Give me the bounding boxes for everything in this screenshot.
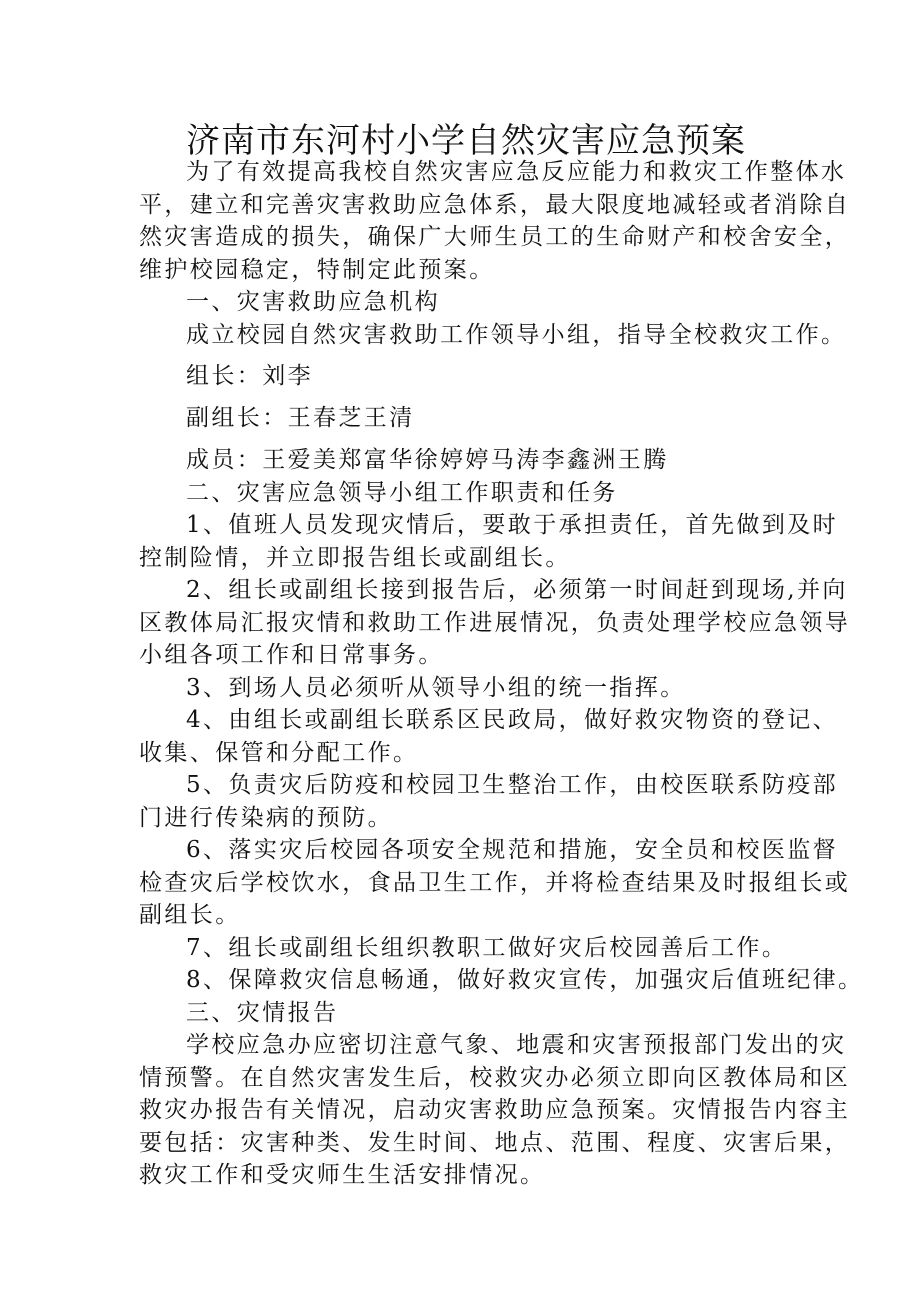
section2-item7: 7、组长或副组长组织教职工做好灾后校园善后工作。 bbox=[186, 935, 788, 961]
section2-item5-line-1: 5、负责灾后防疫和校园卫生整治工作，由校医联系防疫部 bbox=[186, 772, 839, 798]
section3-heading: 三、灾情报告 bbox=[186, 1000, 339, 1026]
section1-leader: 组长：刘李 bbox=[186, 363, 313, 389]
section3-line-3: 救灾办报告有关情况，启动灾害救助应急预案。灾情报告内容主 bbox=[139, 1097, 851, 1123]
section2-item8: 8、保障救灾信息畅通，做好救灾宣传，加强灾后值班纪律。 bbox=[186, 967, 864, 993]
intro-line-4: 维护校园稳定，特制定此预案。 bbox=[139, 257, 495, 283]
section3-line-1: 学校应急办应密切注意气象、地震和灾害预报部门发出的灾 bbox=[186, 1032, 847, 1058]
section2-item4-line-1: 4、由组长或副组长联系区民政局，做好救灾物资的登记、 bbox=[186, 707, 839, 733]
section2-item6-line-2: 检查灾后学校饮水，食品卫生工作，并将检查结果及时报组长或 bbox=[139, 870, 851, 896]
document-title: 济南市东河村小学自然灾害应急预案 bbox=[186, 121, 746, 161]
section2-item1-line-2: 控制险情，并立即报告组长或副组长。 bbox=[139, 545, 571, 571]
section2-item1-line-1: 1、值班人员发现灾情后，要敢于承担责任，首先做到及时 bbox=[186, 512, 839, 538]
section3-line-5: 救灾工作和受灾师生生活安排情况。 bbox=[139, 1162, 546, 1188]
section2-item4-line-2: 收集、保管和分配工作。 bbox=[139, 740, 419, 766]
intro-line-1: 为了有效提高我校自然灾害应急反应能力和救灾工作整体水 bbox=[186, 159, 847, 185]
section2-heading: 二、灾害应急领导小组工作职责和任务 bbox=[186, 480, 618, 506]
intro-line-2: 平，建立和完善灾害救助应急体系，最大限度地减轻或者消除自 bbox=[139, 192, 851, 218]
section2-item2-line-2: 区教体局汇报灾情和救助工作进展情况，负责处理学校应急领导 bbox=[139, 610, 851, 636]
section1-vice-leader: 副组长：王春芝王清 bbox=[186, 405, 415, 431]
section3-line-2: 情预警。在自然灾害发生后，校救灾办必须立即向区教体局和区 bbox=[139, 1065, 851, 1091]
section2-item5-line-2: 门进行传染病的预防。 bbox=[139, 805, 393, 831]
section1-heading: 一、灾害救助应急机构 bbox=[186, 289, 440, 315]
section2-item6-line-3: 副组长。 bbox=[139, 902, 241, 928]
intro-line-3: 然灾害造成的损失，确保广大师生员工的生命财产和校舍安全， bbox=[139, 224, 851, 250]
section2-item2-line-1: 2、组长或副组长接到报告后，必须第一时间赶到现场,并向 bbox=[186, 577, 848, 603]
section3-line-4: 要包括：灾害种类、发生时间、地点、范围、程度、灾害后果， bbox=[139, 1130, 851, 1156]
section1-body: 成立校园自然灾害救助工作领导小组，指导全校救灾工作。 bbox=[186, 322, 847, 348]
section2-item3: 3、到场人员必须听从领导小组的统一指挥。 bbox=[186, 675, 686, 701]
section2-item2-line-3: 小组各项工作和日常事务。 bbox=[139, 642, 444, 668]
section2-item6-line-1: 6、落实灾后校园各项安全规范和措施，安全员和校医监督 bbox=[186, 837, 839, 863]
section1-members: 成员：王爱美郑富华徐婷婷马涛李鑫洲王腾 bbox=[186, 447, 669, 473]
